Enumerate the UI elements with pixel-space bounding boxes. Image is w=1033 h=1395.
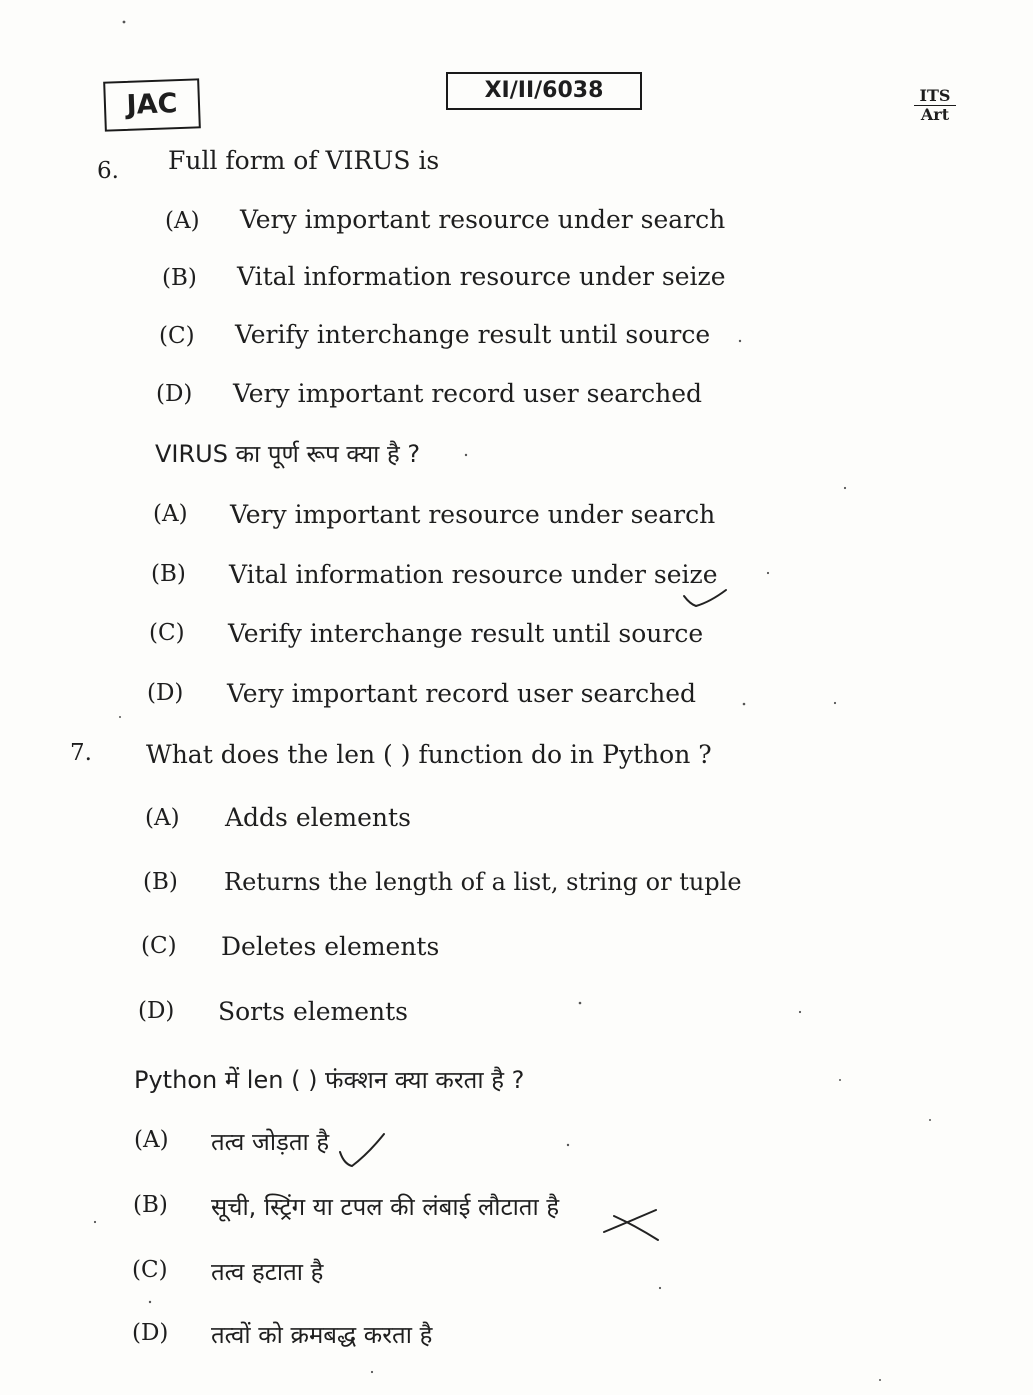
q7-en-option-c-text: Deletes elements	[221, 932, 440, 961]
q6-hi-option-a-label: (A)	[153, 501, 188, 527]
q6-en-option-b-text: Vital information resource under seize	[237, 262, 726, 291]
subject-code-top: ITS	[914, 88, 956, 106]
q7-en-option-c-label: (C)	[141, 933, 177, 959]
question-7-text-hi: Python में len ( ) फंक्शन क्या करता है ?	[134, 1066, 525, 1094]
q7-hi-option-c-text: तत्व हटाता है	[211, 1258, 324, 1286]
q6-en-option-d-label: (D)	[156, 381, 193, 407]
q6-en-option-c-label: (C)	[159, 323, 195, 349]
q7-hi-option-b-label: (B)	[133, 1192, 168, 1218]
q7-hi-option-a-text: तत्व जोड़ता है	[211, 1128, 330, 1156]
q7-hi-option-c-label: (C)	[132, 1257, 168, 1283]
q6-en-option-c-text: Verify interchange result until source	[235, 320, 711, 349]
q7-en-option-d-label: (D)	[138, 998, 175, 1024]
q6-hi-option-d-text: Very important record user searched	[227, 679, 697, 708]
q6-hi-option-b-text: Vital information resource under seize	[229, 560, 718, 589]
q7-en-option-a-text: Adds elements	[225, 803, 411, 832]
q7-hi-option-b-text: सूची, स्ट्रिंग या टपल की लंबाई लौटाता है	[211, 1193, 560, 1221]
q6-en-option-b-label: (B)	[162, 265, 197, 291]
question-7-number: 7.	[70, 740, 92, 766]
q7-hi-option-a-label: (A)	[134, 1127, 169, 1153]
question-7-text-en: What does the len ( ) function do in Python ?	[146, 740, 712, 769]
q7-hi-option-d-text: तत्वों को क्रमबद्ध करता है	[211, 1321, 433, 1349]
question-6-number: 6.	[97, 158, 119, 184]
q6-hi-option-d-label: (D)	[147, 680, 184, 706]
q6-en-option-d-text: Very important record user searched	[233, 379, 703, 408]
question-6-text-hi: VIRUS का पूर्ण रूप क्या है ?	[155, 440, 421, 468]
q6-hi-option-c-text: Verify interchange result until source	[228, 619, 704, 648]
q6-hi-option-a-text: Very important resource under search	[230, 500, 716, 529]
q6-en-option-a-text: Very important resource under search	[240, 205, 726, 234]
q7-en-option-a-label: (A)	[145, 805, 180, 831]
board-code-box: JAC	[103, 78, 201, 131]
q7-en-option-b-text: Returns the length of a list, string or tuple	[224, 868, 742, 896]
subject-code-bottom: Art	[920, 105, 950, 124]
paper-code-box: XI/II/6038	[446, 72, 642, 110]
question-6-text-en: Full form of VIRUS is	[168, 146, 440, 175]
q6-en-option-a-label: (A)	[165, 208, 200, 234]
q6-hi-option-c-label: (C)	[149, 620, 185, 646]
q6-hi-option-b-label: (B)	[151, 561, 186, 587]
q7-hi-option-d-label: (D)	[132, 1320, 169, 1346]
q7-en-option-b-label: (B)	[143, 869, 178, 895]
q7-en-option-d-text: Sorts elements	[218, 997, 409, 1026]
